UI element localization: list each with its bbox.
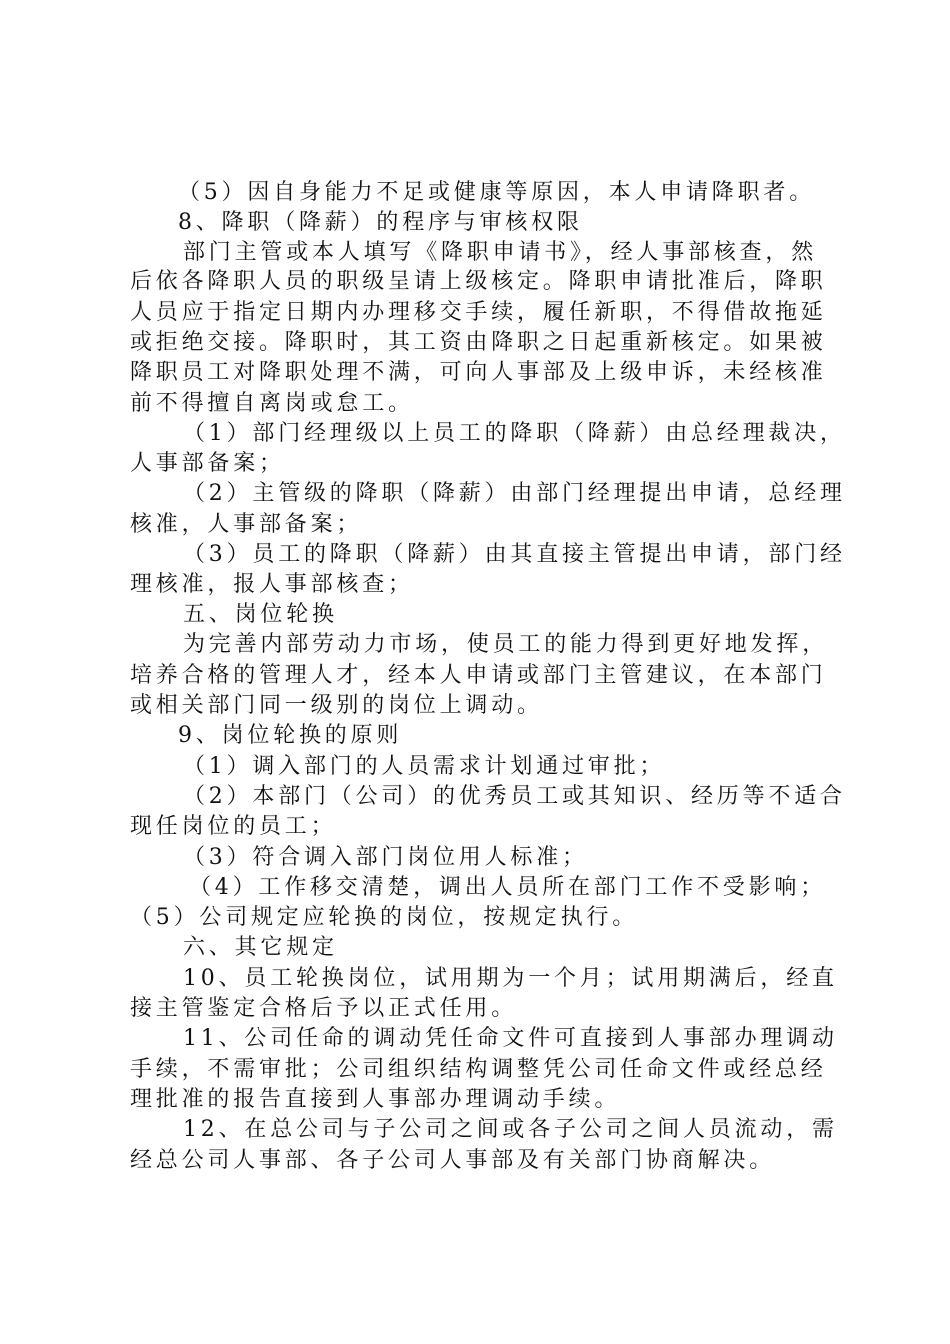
text-line-33: 经总公司人事部、各子公司人事部及有关部门协商解决。	[130, 1148, 776, 1173]
text-line-12: 核准，人事部备案；	[130, 512, 363, 537]
text-line-29: 11、公司任命的调动凭任命文件可直接到人事部办理调动	[183, 1026, 838, 1051]
text-line-1: （5）因自身能力不足或健康等原因，本人申请降职者。	[178, 180, 815, 205]
text-line-24: （4）工作移交清楚，调出人员所在部门工作不受影响；	[189, 875, 826, 900]
text-line-21: （2）本部门（公司）的优秀员工或其知识、经历等不适合	[183, 784, 846, 809]
text-line-20: （1）调入部门的人员需求计划通过审批；	[183, 754, 666, 779]
text-line-9: （1）部门经理级以上员工的降职（降薪）由总经理裁决，	[183, 421, 846, 446]
text-line-2: 8、降职（降薪）的程序与审核权限	[178, 210, 583, 235]
text-line-15: 五、岗位轮换	[183, 602, 338, 627]
text-line-3: 部门主管或本人填写《降职申请书》，经人事部核查，然	[183, 240, 818, 265]
text-line-23: （3）符合调入部门岗位用人标准；	[183, 845, 588, 870]
text-line-27: 10、员工轮换岗位，试用期为一个月；试用期满后，经直	[183, 966, 838, 991]
text-line-30: 手续，不需审批；公司组织结构调整凭公司任命文件或经总经	[130, 1057, 827, 1082]
text-line-13: （3）员工的降职（降薪）由其直接主管提出申请，部门经	[183, 542, 846, 567]
text-line-26: 六、其它规定	[183, 935, 338, 960]
text-line-4: 后依各降职人员的职级呈请上级核定。降职申请批准后，降职	[130, 269, 827, 294]
text-line-16: 为完善内部劳动力市场，使员工的能力得到更好地发挥，	[183, 632, 829, 657]
text-line-18: 或相关部门同一级别的岗位上调动。	[130, 693, 543, 718]
text-line-6: 或拒绝交接。降职时，其工资由降职之日起重新核定。如果被	[130, 330, 827, 355]
text-line-5: 人员应于指定日期内办理移交手续，履任新职，不得借故拖延	[130, 300, 827, 325]
text-line-11: （2）主管级的降职（降薪）由部门经理提出申请，总经理	[183, 481, 846, 506]
text-line-19: 9、岗位轮换的原则	[178, 723, 403, 748]
text-line-22: 现任岗位的员工；	[130, 814, 337, 839]
text-line-10: 人事部备案；	[130, 451, 285, 476]
text-line-17: 培养合格的管理人才，经本人申请或部门主管建议，在本部门	[130, 663, 827, 688]
text-line-31: 理批准的报告直接到人事部办理调动手续。	[130, 1087, 621, 1112]
text-line-32: 12、在总公司与子公司之间或各子公司之间人员流动，需	[183, 1117, 838, 1142]
text-line-28: 接主管鉴定合格后予以正式任用。	[130, 996, 518, 1021]
text-line-25: （5）公司规定应轮换的岗位，按规定执行。	[130, 905, 638, 930]
text-line-7: 降职员工对降职处理不满，可向人事部及上级申诉，未经核准	[130, 360, 827, 385]
text-line-14: 理核准，报人事部核查；	[130, 572, 414, 597]
text-line-8: 前不得擅自离岗或怠工。	[130, 391, 414, 416]
